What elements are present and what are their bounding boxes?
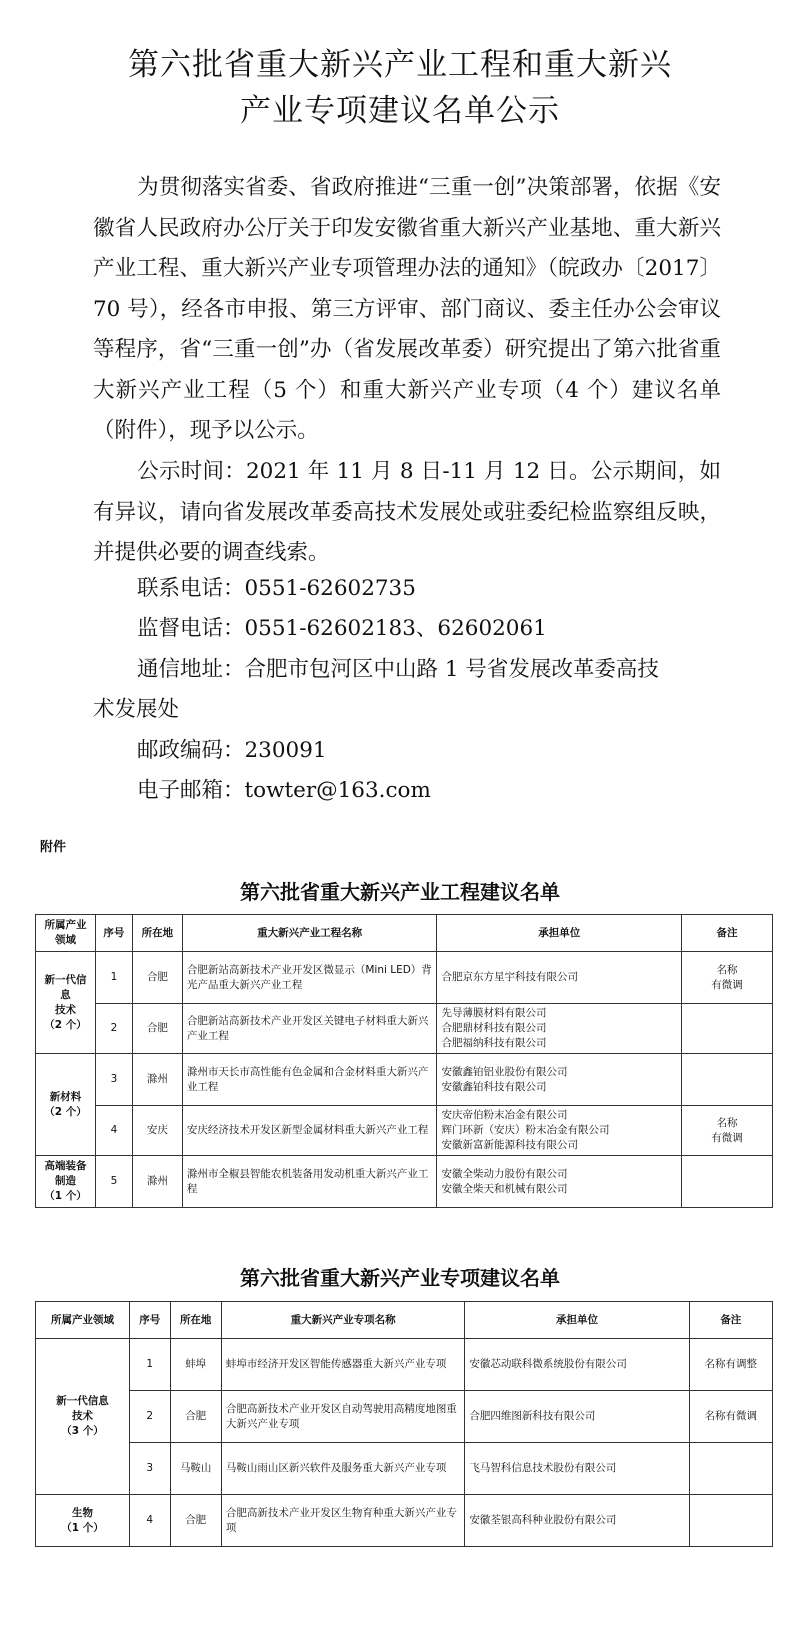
note-cell <box>682 1004 773 1054</box>
unit-cell: 安庆帝伯粉末冶金有限公司 辉门环新（安庆）粉末冶金有限公司 安徽新富新能源科技有限公司 <box>437 1106 682 1156</box>
no-cell: 2 <box>95 1004 132 1054</box>
header-cell: 重大新兴产业专项名称 <box>221 1302 465 1339</box>
page-title <box>0 42 800 134</box>
no-cell: 2 <box>129 1391 170 1443</box>
header-cell: 备注 <box>682 915 773 952</box>
unit-cell: 飞马智科信息技术股份有限公司 <box>465 1443 689 1495</box>
table1-header-row <box>36 915 773 952</box>
field-cell: 新材料 （2 个） <box>36 1054 96 1156</box>
loc-cell: 蚌埠 <box>170 1339 221 1391</box>
table2-title: 第六批省重大新兴产业专项建议名单 <box>240 1266 560 1290</box>
note-cell <box>682 1054 773 1106</box>
field-cell: 生物 （1 个） <box>36 1495 130 1547</box>
note-cell <box>689 1495 772 1547</box>
title-line-2: 产业专项建议名单公示 <box>240 93 560 129</box>
note-cell: 名称 有微调 <box>682 952 773 1004</box>
no-cell: 5 <box>95 1156 132 1208</box>
loc-cell: 滁州 <box>132 1054 182 1106</box>
no-cell: 1 <box>95 952 132 1004</box>
note-cell <box>689 1443 772 1495</box>
table-row <box>36 1156 773 1208</box>
loc-cell: 马鞍山 <box>170 1443 221 1495</box>
paragraph-announcement <box>93 168 721 452</box>
loc-cell: 合肥 <box>132 1004 182 1054</box>
table2-header-row <box>36 1302 773 1339</box>
note-cell <box>682 1156 773 1208</box>
paragraph-publicity <box>93 452 721 574</box>
table-row <box>36 952 773 1004</box>
header-cell: 所属产业领域 <box>36 1302 130 1339</box>
table-row <box>36 1054 773 1106</box>
no-cell: 4 <box>95 1106 132 1156</box>
header-cell: 承担单位 <box>465 1302 689 1339</box>
name-cell: 滁州市天长市高性能有色金属和合金材料重大新兴产业工程 <box>182 1054 437 1106</box>
loc-cell: 滁州 <box>132 1156 182 1208</box>
header-cell: 所在地 <box>170 1302 221 1339</box>
paragraph-2-text: 公示时间：2021 年 11 月 8 日-11 月 12 日。公示期间，如有异议，请向省发展改革委高技术发展处或驻委纪检监察组反映，并提供必要的调查线索。 <box>93 459 721 565</box>
contact-phone: 联系电话：0551-62602735 <box>137 576 416 601</box>
table2 <box>35 1301 773 1547</box>
table-row <box>36 1339 773 1391</box>
name-cell: 合肥高新技术产业开发区自动驾驶用高精度地图重大新兴产业专项 <box>221 1391 465 1443</box>
unit-cell: 安徽全柴动力股份有限公司 安徽全柴天和机械有限公司 <box>437 1156 682 1208</box>
name-cell: 安庆经济技术开发区新型金属材料重大新兴产业工程 <box>182 1106 437 1156</box>
attachment-label: 附件 <box>40 840 67 855</box>
header-cell: 序号 <box>129 1302 170 1339</box>
paragraph-1-text: 为贯彻落实省委、省政府推进“三重一创”决策部署，依据《安徽省人民政府办公厅关于印发安徽省重大新兴产业基地、重大新兴产业工程、重大新兴产业专项管理办法的通知》（皖政办〔2017〕70 号），经各市申报、第三方评审、部门商议、委主任办公会审议等程序，省“三重一创”办（省发展改革委）研究提出了第六批省重大新兴产业工程（5 个）和重大新兴产业专项（4 个）建议名单（附件），现予以公示。 <box>93 175 721 443</box>
table-row <box>36 1106 773 1156</box>
unit-cell: 安徽荃银高科种业股份有限公司 <box>465 1495 689 1547</box>
table1 <box>35 914 773 1208</box>
header-cell: 承担单位 <box>437 915 682 952</box>
name-cell: 蚌埠市经济开发区智能传感器重大新兴产业专项 <box>221 1339 465 1391</box>
header-cell: 所在地 <box>132 915 182 952</box>
field-cell: 新一代信息 技术 （3 个） <box>36 1339 130 1495</box>
table-row <box>36 1443 773 1495</box>
table-row <box>36 1391 773 1443</box>
field-cell: 高端装备 制造 （1 个） <box>36 1156 96 1208</box>
supervise-phone: 监督电话：0551-62602183、62602061 <box>137 616 547 641</box>
address-line-1: 通信地址：合肥市包河区中山路 1 号省发展改革委高技 <box>137 657 659 682</box>
loc-cell: 合肥 <box>132 952 182 1004</box>
unit-cell: 合肥四维图新科技有限公司 <box>465 1391 689 1443</box>
name-cell: 合肥新站高新技术产业开发区关键电子材料重大新兴产业工程 <box>182 1004 437 1054</box>
note-cell: 名称 有微调 <box>682 1106 773 1156</box>
note-cell: 名称有微调 <box>689 1391 772 1443</box>
table1-title: 第六批省重大新兴产业工程建议名单 <box>240 880 560 904</box>
unit-cell: 合肥京东方星宇科技有限公司 <box>437 952 682 1004</box>
header-cell: 重大新兴产业工程名称 <box>182 915 437 952</box>
note-cell: 名称有调整 <box>689 1339 772 1391</box>
name-cell: 合肥新站高新技术产业开发区微显示（Mini LED）背光产品重大新兴产业工程 <box>182 952 437 1004</box>
table-row <box>36 1495 773 1547</box>
unit-cell: 先导薄膜材料有限公司 合肥鼎材科技有限公司 合肥福纳科技有限公司 <box>437 1004 682 1054</box>
header-cell: 序号 <box>95 915 132 952</box>
no-cell: 1 <box>129 1339 170 1391</box>
table-row <box>36 1004 773 1054</box>
name-cell: 马鞍山雨山区新兴软件及服务重大新兴产业专项 <box>221 1443 465 1495</box>
loc-cell: 合肥 <box>170 1495 221 1547</box>
address-line-2: 术发展处 <box>93 697 180 722</box>
loc-cell: 安庆 <box>132 1106 182 1156</box>
header-cell: 备注 <box>689 1302 772 1339</box>
postcode: 邮政编码：230091 <box>137 738 327 763</box>
title-line-1: 第六批省重大新兴产业工程和重大新兴 <box>128 47 672 83</box>
no-cell: 3 <box>95 1054 132 1106</box>
name-cell: 滁州市全椒县智能农机装备用发动机重大新兴产业工程 <box>182 1156 437 1208</box>
name-cell: 合肥高新技术产业开发区生物育种重大新兴产业专项 <box>221 1495 465 1547</box>
header-cell: 所属产业 领域 <box>36 915 96 952</box>
email: 电子邮箱：towter@163.com <box>137 778 431 803</box>
loc-cell: 合肥 <box>170 1391 221 1443</box>
unit-cell: 安徽鑫铂铝业股份有限公司 安徽鑫铂科技有限公司 <box>437 1054 682 1106</box>
no-cell: 3 <box>129 1443 170 1495</box>
field-cell: 新一代信 息 技术 （2 个） <box>36 952 96 1054</box>
no-cell: 4 <box>129 1495 170 1547</box>
unit-cell: 安徽芯动联科微系统股份有限公司 <box>465 1339 689 1391</box>
